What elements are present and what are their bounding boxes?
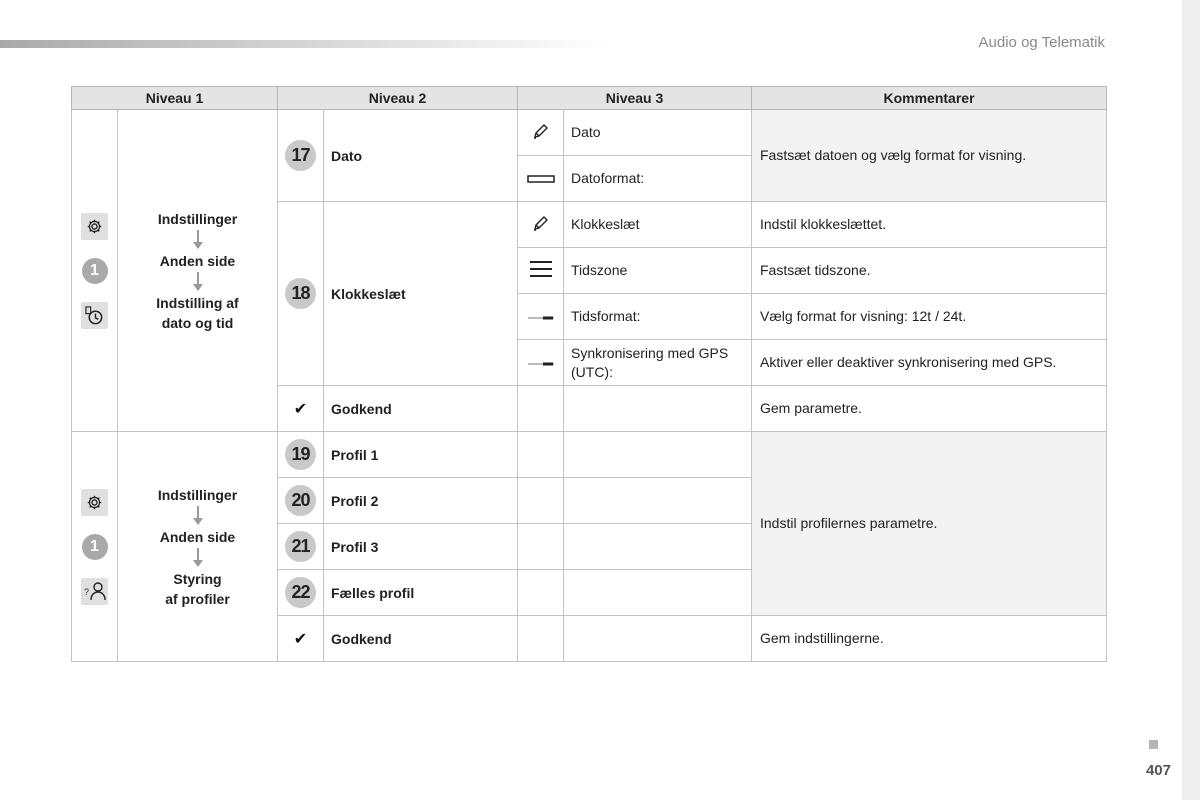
level1-steps-cell — [118, 432, 278, 662]
badge-cell — [278, 478, 324, 524]
arrow-down-icon — [193, 230, 203, 250]
step-anden-side: Anden side — [159, 252, 236, 269]
comment-cell: Aktiver eller deaktiver synkronisering med GPS. — [752, 340, 1107, 386]
empty-cell — [564, 478, 752, 524]
toggle-icon — [527, 360, 555, 368]
l3-icon-cell — [518, 156, 564, 202]
badge-cell — [278, 432, 324, 478]
comment-cell: Indstil profilernes parametre. — [752, 432, 1107, 616]
step-anden-side: Anden side — [159, 528, 236, 545]
level3-label: Synkronisering med GPS (UTC): — [564, 340, 752, 386]
table-header-row — [72, 87, 1107, 110]
level3-label: Klokkeslæt — [564, 202, 752, 248]
number-badge: 22 — [285, 577, 316, 608]
circle-one-icon: 1 — [82, 534, 108, 560]
empty-cell — [564, 524, 752, 570]
number-badge: 21 — [285, 531, 316, 562]
empty-cell — [518, 524, 564, 570]
level1-steps-cell — [118, 110, 278, 432]
settings-table — [71, 86, 1107, 662]
arrow-down-icon — [193, 272, 203, 292]
empty-cell — [518, 478, 564, 524]
empty-cell — [564, 616, 752, 662]
step-indstillinger: Indstillinger — [157, 210, 238, 227]
toggle-icon — [527, 314, 555, 322]
svg-text:?: ? — [83, 587, 89, 597]
comment-cell: Indstil klokkeslættet. — [752, 202, 1107, 248]
level2-label: Dato — [324, 110, 518, 202]
l3-icon-cell — [518, 248, 564, 294]
page-number: 407 — [1145, 762, 1171, 779]
level2-label: Godkend — [324, 386, 518, 432]
checkmark-icon: ✔ — [278, 616, 324, 662]
level1-icons-cell — [72, 432, 118, 662]
number-badge: 19 — [285, 439, 316, 470]
page-edge-bar — [1182, 0, 1200, 800]
checkmark-icon: ✔ — [278, 386, 324, 432]
pencil-icon — [531, 121, 551, 141]
level3-label: Tidszone — [564, 248, 752, 294]
format-bar-icon — [527, 174, 555, 184]
level2-label: Godkend — [324, 616, 518, 662]
level3-label: Tidsformat: — [564, 294, 752, 340]
pencil-icon — [531, 213, 551, 233]
gear-icon — [81, 213, 108, 240]
column-header-kommentarer: Kommentarer — [752, 87, 1107, 110]
l3-icon-cell — [518, 110, 564, 156]
badge-cell — [278, 202, 324, 386]
clock-settings-icon — [81, 302, 108, 329]
list-icon — [530, 260, 552, 278]
arrow-down-icon — [193, 506, 203, 526]
level1-icons-cell — [72, 110, 118, 432]
number-badge: 17 — [285, 140, 316, 171]
empty-cell — [564, 570, 752, 616]
level2-label: Klokkeslæt — [324, 202, 518, 386]
empty-cell — [518, 570, 564, 616]
empty-cell — [518, 432, 564, 478]
level2-label: Fælles profil — [324, 570, 518, 616]
empty-cell — [564, 432, 752, 478]
l3-icon-cell — [518, 202, 564, 248]
number-badge: 18 — [285, 278, 316, 309]
step-indstilling-af-dato: Indstilling af dato og tid — [156, 294, 239, 331]
table-row — [72, 110, 1107, 156]
level2-label: Profil 3 — [324, 524, 518, 570]
arrow-down-icon — [193, 548, 203, 568]
comment-cell: Fastsæt tidszone. — [752, 248, 1107, 294]
empty-cell — [518, 386, 564, 432]
table-row — [72, 432, 1107, 478]
comment-cell: Vælg format for visning: 12t / 24t. — [752, 294, 1107, 340]
column-header-niveau-1: Niveau 1 — [72, 87, 278, 110]
l3-icon-cell — [518, 340, 564, 386]
column-header-niveau-2: Niveau 2 — [278, 87, 518, 110]
section-title: Audio og Telematik — [978, 34, 1105, 51]
badge-cell — [278, 524, 324, 570]
comment-cell: Gem parametre. — [752, 386, 1107, 432]
page-marker — [1149, 740, 1158, 749]
level2-label: Profil 1 — [324, 432, 518, 478]
l3-icon-cell — [518, 294, 564, 340]
badge-cell — [278, 570, 324, 616]
profile-icon — [81, 578, 108, 605]
step-styring-af-profiler: Styring af profiler — [165, 570, 230, 607]
gear-icon — [81, 489, 108, 516]
level3-label: Datoformat: — [564, 156, 752, 202]
empty-cell — [564, 386, 752, 432]
level3-label: Dato — [564, 110, 752, 156]
comment-cell: Gem indstillingerne. — [752, 616, 1107, 662]
empty-cell — [518, 616, 564, 662]
step-indstillinger: Indstillinger — [157, 486, 238, 503]
level2-label: Profil 2 — [324, 478, 518, 524]
header-decor-bar — [0, 40, 610, 48]
circle-one-icon: 1 — [82, 258, 108, 284]
badge-cell — [278, 110, 324, 202]
comment-cell: Fastsæt datoen og vælg format for visning. — [752, 110, 1107, 202]
number-badge: 20 — [285, 485, 316, 516]
column-header-niveau-3: Niveau 3 — [518, 87, 752, 110]
